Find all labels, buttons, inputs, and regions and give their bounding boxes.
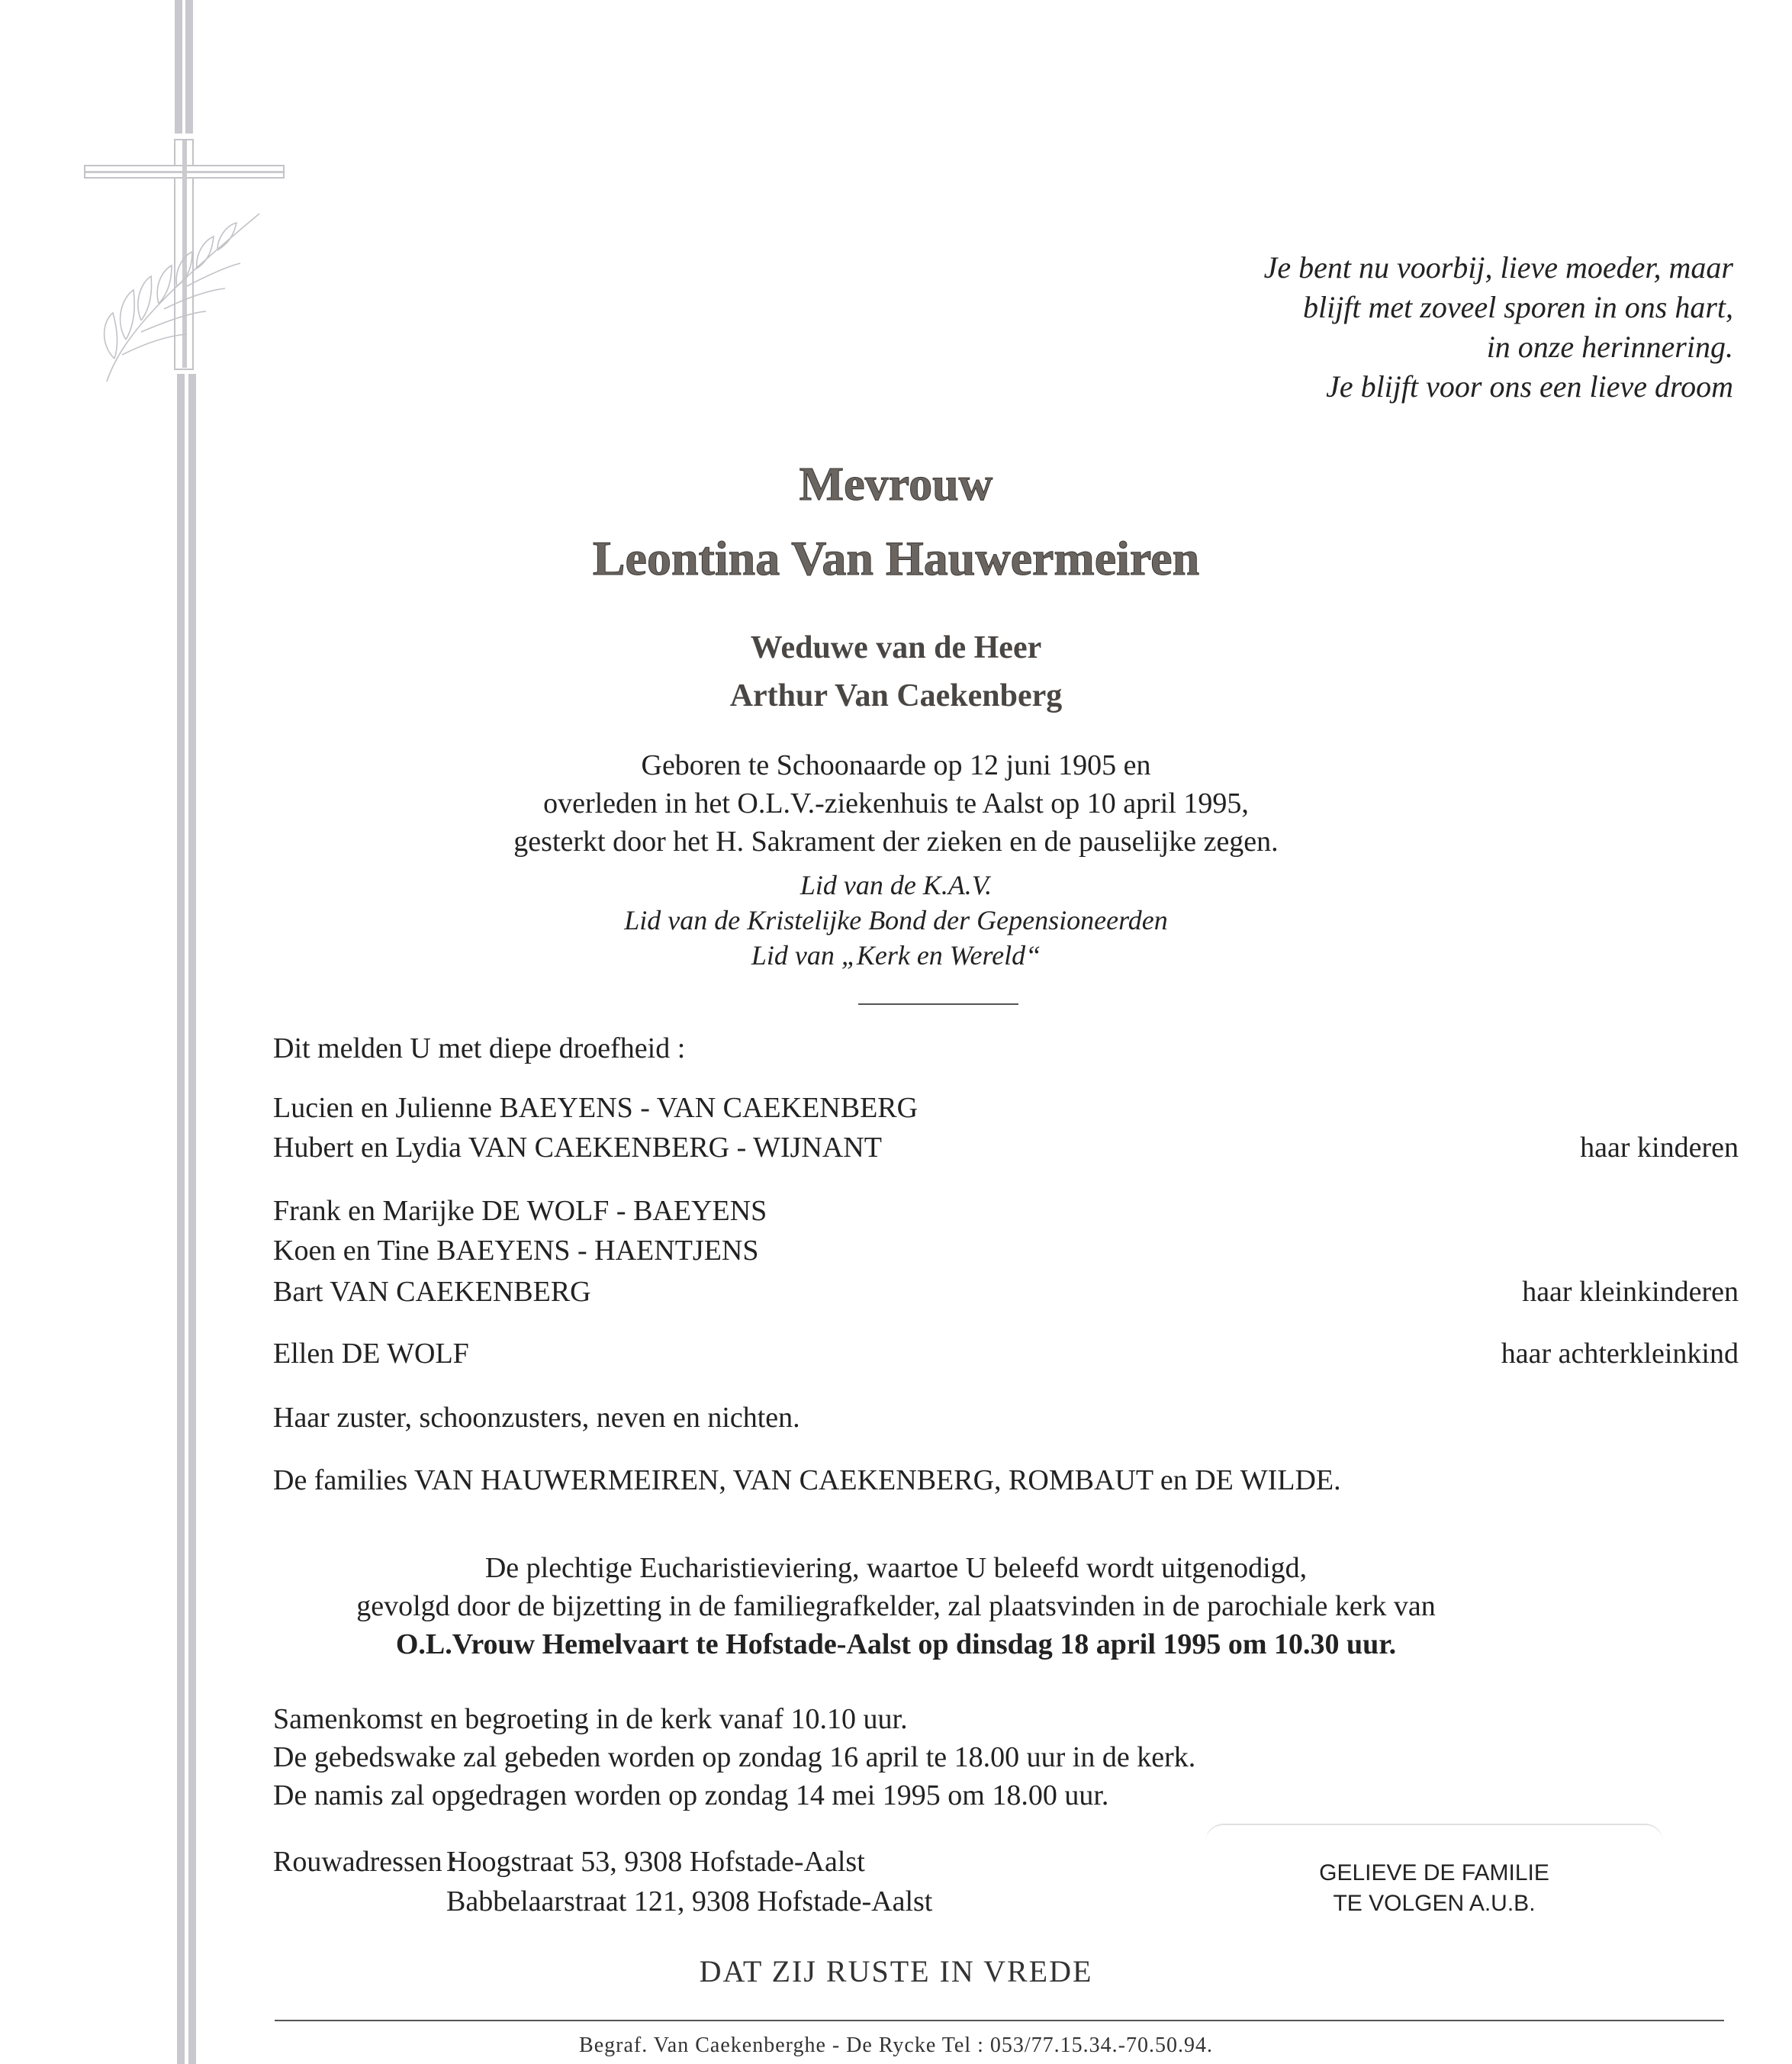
address-line: Hoogstraat 53, 9308 Hofstade-Aalst: [446, 1846, 865, 1878]
relation-label: haar kleinkinderen: [1522, 1276, 1739, 1308]
spouse-line-2: Arthur Van Caekenberg: [729, 678, 1063, 713]
deceased-name: Leontina Van Hauwermeiren: [592, 531, 1200, 585]
family-name-line: Bart VAN CAEKENBERG: [273, 1276, 591, 1308]
families-line: De families VAN HAUWERMEIREN, VAN CAEKENBERG, ROMBAUT en DE WILDE.: [273, 1464, 1341, 1496]
biography-line: Geboren te Schoonaarde op 12 juni 1905 en: [641, 749, 1151, 781]
address-line: Babbelaarstraat 121, 9308 Hofstade-Aalst: [446, 1885, 933, 1917]
funeral-director-footer: Begraf. Van Caekenberghe - De Rycke Tel : 053/77.15.34.-70.50.94.: [579, 2033, 1213, 2057]
poem-line: Je bent nu voorbij, lieve moeder, maar: [1263, 250, 1733, 285]
palm-branch-icon: [92, 206, 275, 389]
family-name-line: Lucien en Julienne BAEYENS - VAN CAEKENBERG: [273, 1092, 919, 1124]
addresses-label: Rouwadressen :: [273, 1846, 458, 1878]
memberships: [0, 868, 1792, 973]
footer-rule: [275, 2020, 1724, 2021]
family-name-line: Koen en Tine BAEYENS - HAENTJENS: [273, 1235, 759, 1267]
schedule-line: De gebedswake zal gebeden worden op zondag 16 april te 18.00 uur in de kerk.: [273, 1741, 1196, 1773]
family-name-line: Ellen DE WOLF: [273, 1338, 469, 1370]
poem-line: in onze herinnering.: [1486, 330, 1733, 364]
ceremony: [0, 1549, 1792, 1663]
relatives-line: Haar zuster, schoonzusters, neven en nichten.: [273, 1402, 800, 1434]
schedule: [273, 1700, 1195, 1814]
biography-line: overleden in het O.L.V.-ziekenhuis te Aalst op 10 april 1995,: [543, 787, 1249, 819]
schedule-line: De namis zal opgedragen worden op zondag 14 mei 1995 om 18.00 uur.: [273, 1779, 1109, 1811]
vertical-bar-bottom-left: [177, 374, 185, 2064]
schedule-line: Samenkomst en begroeting in de kerk vanaf 10.10 uur.: [273, 1703, 908, 1735]
poem-line: blijft met zoveel sporen in ons hart,: [1302, 290, 1733, 324]
relation-label: haar achterkleinkind: [1501, 1338, 1739, 1370]
follow-family-box: [1205, 1824, 1663, 1940]
vertical-bar-bottom-right: [188, 374, 196, 2064]
follow-box-line: TE VOLGEN A.U.B.: [1333, 1891, 1536, 1916]
separator-line: [858, 1003, 1018, 1005]
salutation: Mevrouw: [799, 459, 993, 510]
membership-line: Lid van de Kristelijke Bond der Gepensioneerden: [624, 905, 1168, 935]
ceremony-line: De plechtige Eucharistieviering, waartoe U beleefd wordt uitgenodigd,: [484, 1552, 1308, 1584]
poem-line: Je blijft voor ons een lieve droom: [1326, 369, 1733, 404]
poem: [1264, 248, 1733, 407]
ceremony-location-time: O.L.Vrouw Hemelvaart te Hofstade-Aalst op dinsdag 18 april 1995 om 10.30 uur.: [395, 1628, 1397, 1660]
membership-line: Lid van de K.A.V.: [799, 870, 993, 900]
vertical-bar-top-right: [185, 0, 193, 134]
biography-line: gesterkt door het H. Sakrament der zieken en de pauselijke zegen.: [513, 826, 1279, 858]
announcement-intro: Dit melden U met diepe droefheid :: [273, 1032, 686, 1064]
closing-rip: DAT ZIJ RUSTE IN VREDE: [699, 1954, 1093, 1988]
family-name-line: Hubert en Lydia VAN CAEKENBERG - WIJNANT: [273, 1132, 882, 1164]
vertical-bar-top-left: [175, 0, 182, 134]
ceremony-line: gevolgd door de bijzetting in de familiegrafkelder, zal plaatsvinden in de parochiale kerk van: [356, 1590, 1436, 1622]
follow-box-line: GELIEVE DE FAMILIE: [1319, 1860, 1549, 1885]
membership-line: Lid van „Kerk en Wereld“: [751, 940, 1041, 971]
family-name-line: Frank en Marijke DE WOLF - BAEYENS: [273, 1195, 767, 1227]
relation-label: haar kinderen: [1580, 1132, 1739, 1164]
spouse-line-1: Weduwe van de Heer: [750, 630, 1042, 665]
biography: [0, 746, 1792, 861]
